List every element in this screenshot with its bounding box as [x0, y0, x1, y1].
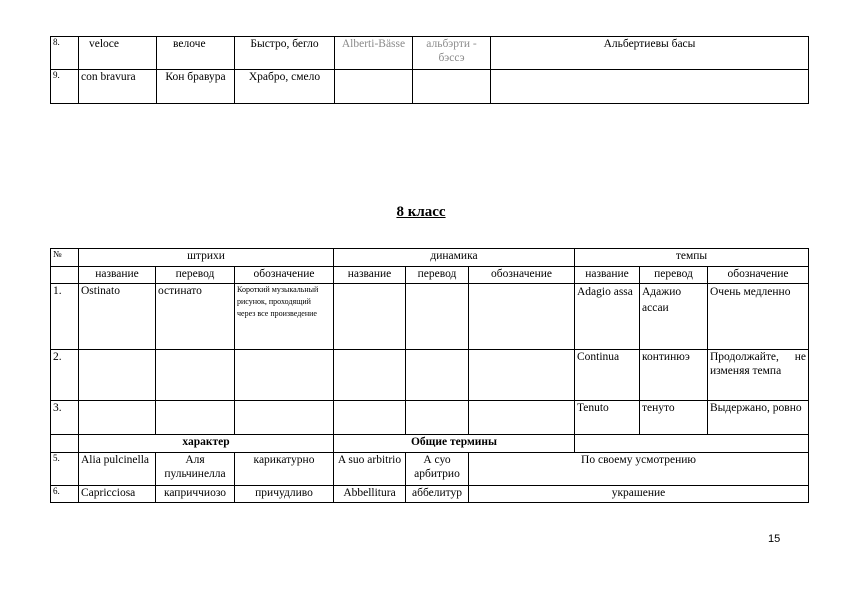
meaning-cell: Короткий музыкальный рисунок, проходящий через все произведение — [235, 284, 334, 350]
pronunciation-cell: велоче — [157, 37, 235, 70]
grade-heading: 8 класс — [396, 204, 446, 220]
column-header: обозначение — [708, 267, 809, 284]
group-header-row — [51, 249, 809, 267]
term-cell: Adagio assa — [575, 284, 640, 350]
pronunciation-cell: каприччиозо — [156, 486, 235, 503]
table-row — [51, 70, 809, 104]
meaning-cell: Продолжайте, не изменяя темпа — [708, 350, 809, 401]
column-header: обозначение — [235, 267, 334, 284]
strokes-header: штрихи — [79, 249, 334, 267]
meaning-cell: карикатурно — [235, 453, 334, 486]
pronunciation-cell: аббелитур — [406, 486, 469, 503]
table-row — [51, 350, 809, 401]
pronunciation-cell — [413, 70, 491, 104]
column-header: перевод — [640, 267, 708, 284]
row-number: 9. — [51, 70, 79, 104]
term-cell — [335, 70, 413, 104]
column-header: перевод — [406, 267, 469, 284]
section-header-row — [51, 435, 809, 453]
table-row — [51, 453, 809, 486]
term-cell: veloce — [79, 37, 157, 70]
meaning-cell: Очень медленно — [708, 284, 809, 350]
meaning-cell: причудливо — [235, 486, 334, 503]
term-cell: con bravura — [79, 70, 157, 104]
row-number: 8. — [51, 37, 79, 70]
table-row — [51, 37, 809, 70]
term-cell: Capricciosa — [79, 486, 156, 503]
pronunciation-cell: Кон бравура — [157, 70, 235, 104]
tempo-header: темпы — [575, 249, 809, 267]
meaning-cell: Быстро, бегло — [235, 37, 335, 70]
terms-table-continued — [50, 36, 809, 104]
meaning-cell: Храбро, смело — [235, 70, 335, 104]
term-cell: A suo arbitrio — [334, 453, 406, 486]
pronunciation-cell: Аля пульчинелла — [156, 453, 235, 486]
pronunciation-cell: А суо арбитрио — [406, 453, 469, 486]
row-number: 6. — [51, 486, 79, 503]
page-number: 15 — [768, 533, 781, 545]
pronunciation-cell — [406, 284, 469, 350]
pronunciation-cell: остинато — [156, 284, 235, 350]
term-cell — [334, 284, 406, 350]
pronunciation-cell: Адажио ассаи — [640, 284, 708, 350]
table-row — [51, 486, 809, 503]
row-number: 1. — [51, 284, 79, 350]
column-header: название — [79, 267, 156, 284]
dynamics-header: динамика — [334, 249, 575, 267]
term-cell: Ostinato — [79, 284, 156, 350]
row-number: 3. — [51, 401, 79, 435]
meaning-cell — [491, 70, 809, 104]
pronunciation-cell: альбэрти - бэссэ — [413, 37, 491, 70]
row-number: 2. — [51, 350, 79, 401]
pronunciation-cell: континюэ — [640, 350, 708, 401]
character-header: характер — [79, 435, 334, 453]
table-row — [51, 401, 809, 435]
meaning-cell: Выдержано, ровно — [708, 401, 809, 435]
meaning-cell: По своему усмотрению — [469, 453, 809, 486]
general-terms-header: Общие термины — [334, 435, 575, 453]
meaning-cell: Альбертиевы басы — [491, 37, 809, 70]
term-cell: Alia pulcinella — [79, 453, 156, 486]
column-header: название — [575, 267, 640, 284]
term-cell: Tenuto — [575, 401, 640, 435]
subheader-row — [51, 267, 809, 284]
number-header: № — [51, 249, 79, 267]
meaning-cell: украшение — [469, 486, 809, 503]
column-header: название — [334, 267, 406, 284]
column-header: перевод — [156, 267, 235, 284]
table-row — [51, 284, 809, 350]
term-cell: Abbellitura — [334, 486, 406, 503]
column-header: обозначение — [469, 267, 575, 284]
grade-8-terms-table — [50, 248, 809, 503]
term-cell: Alberti-Bässe — [335, 37, 413, 70]
pronunciation-cell: тенуто — [640, 401, 708, 435]
row-number: 5. — [51, 453, 79, 486]
meaning-cell — [469, 284, 575, 350]
term-cell: Continua — [575, 350, 640, 401]
